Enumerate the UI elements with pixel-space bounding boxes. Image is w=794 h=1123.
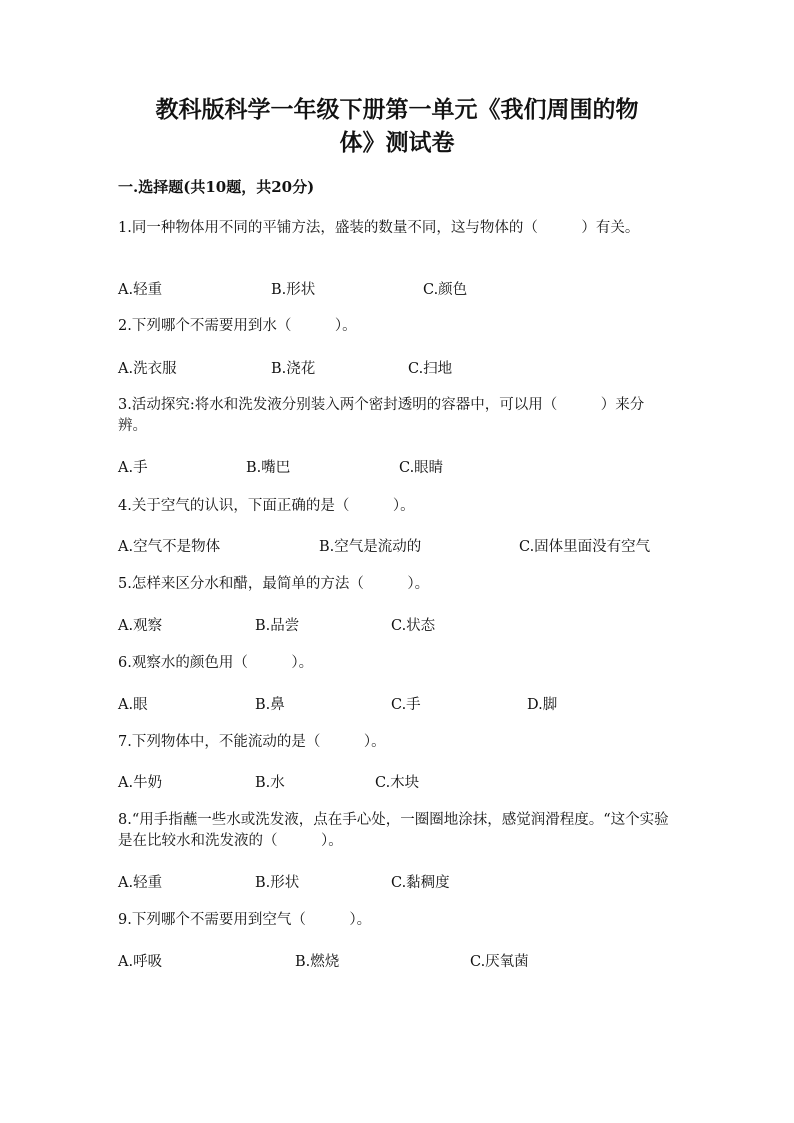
- question-stem: 8.“用手指蘸一些水或洗发液，点在手心处，一圈圈地涂抹，感觉润滑程度。“这个实验是在比较水和洗发液的（ ）。: [118, 812, 669, 849]
- option: A.空气不是物体: [118, 539, 221, 555]
- option: C.固体里面没有空气: [519, 539, 651, 555]
- option: B.嘴巴: [246, 460, 291, 476]
- option: A.轻重: [118, 282, 163, 298]
- question-options: [118, 614, 678, 636]
- question-stem: 3.活动探究:将水和洗发液分别装入两个密封透明的容器中，可以用（ ）来分辨。: [118, 397, 645, 434]
- option: B.浇花: [271, 361, 316, 377]
- option: B.形状: [255, 875, 300, 891]
- option: A.牛奶: [118, 775, 163, 791]
- option: C.木块: [375, 775, 420, 791]
- option: A.手: [118, 460, 148, 476]
- option: C.厌氧菌: [470, 954, 529, 970]
- section-heading: 一.选择题(共10题，共20分): [118, 178, 315, 196]
- question-options: [118, 456, 678, 478]
- option: B.空气是流动的: [319, 539, 422, 555]
- question-stem: 1.同一种物体用不同的平铺方法，盛装的数量不同，这与物体的（ ）有关。: [118, 220, 640, 236]
- question-options: [118, 357, 678, 379]
- question-options: [118, 871, 678, 893]
- option: B.燃烧: [295, 954, 340, 970]
- exam-title: [120, 93, 674, 159]
- option: C.状态: [391, 618, 436, 634]
- option: D.脚: [527, 697, 558, 713]
- question-stem: 7.下列物体中，不能流动的是（ ）。: [118, 734, 386, 750]
- question-stem: 9.下列哪个不需要用到空气（ ）。: [118, 912, 372, 928]
- option: B.水: [255, 775, 285, 791]
- question-options: [118, 278, 678, 300]
- option: A.轻重: [118, 875, 163, 891]
- option: C.黏稠度: [391, 875, 450, 891]
- option: A.眼: [118, 697, 148, 713]
- question-stem: 2.下列哪个不需要用到水（ ）。: [118, 318, 357, 334]
- option: A.呼吸: [118, 954, 163, 970]
- option: C.扫地: [408, 361, 453, 377]
- question-options: [118, 535, 678, 557]
- option: A.观察: [118, 618, 163, 634]
- title-line-2: 体》测试卷: [339, 129, 455, 156]
- option: B.鼻: [255, 697, 285, 713]
- option: C.眼睛: [399, 460, 444, 476]
- option: B.形状: [271, 282, 316, 298]
- question-stem: 6.观察水的颜色用（ ）。: [118, 655, 314, 671]
- question-options: [118, 693, 678, 715]
- question-options: [118, 950, 678, 972]
- question-stem: 5.怎样来区分水和醋，最简单的方法（ ）。: [118, 576, 430, 592]
- option: B.品尝: [255, 618, 300, 634]
- title-line-1: 教科版科学一年级下册第一单元《我们周围的物: [155, 96, 639, 123]
- option: C.颜色: [423, 282, 468, 298]
- question-options: [118, 771, 678, 793]
- option: A.洗衣服: [118, 361, 177, 377]
- option: C.手: [391, 697, 421, 713]
- question-stem: 4.关于空气的认识，下面正确的是（ ）。: [118, 498, 415, 514]
